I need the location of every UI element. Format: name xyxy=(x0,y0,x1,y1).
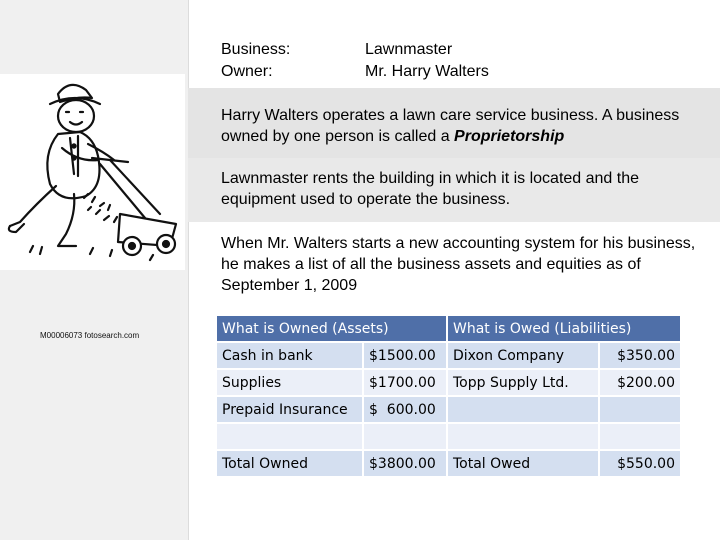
rental-paragraph: Lawnmaster rents the building in which it is located and the equipment used to operate the business. xyxy=(221,170,640,208)
liability-name xyxy=(448,424,598,449)
paragraph-text: Harry Walters operates a lawn care service business. A business owned by one person is called a xyxy=(221,107,680,145)
asset-value xyxy=(364,424,446,449)
total-owned-value: $3800.00 xyxy=(364,451,446,476)
assets-header: What is Owned (Assets) xyxy=(217,316,446,341)
liability-name xyxy=(448,397,598,422)
liability-value: $350.00 xyxy=(600,343,680,368)
asset-value: $1700.00 xyxy=(364,370,446,395)
asset-name: Cash in bank xyxy=(217,343,362,368)
business-name: Lawnmaster xyxy=(365,41,453,58)
assets-liabilities-table xyxy=(215,314,682,478)
table-row xyxy=(217,370,680,395)
business-label: Business: xyxy=(221,41,291,58)
asset-name: Prepaid Insurance xyxy=(217,397,362,422)
liability-value xyxy=(600,397,680,422)
liability-value: $200.00 xyxy=(600,370,680,395)
table-row xyxy=(217,424,680,449)
image-caption: M00006073 fotosearch.com xyxy=(40,331,140,340)
table-row xyxy=(217,343,680,368)
lawn-mower-illustration xyxy=(0,74,185,340)
liability-value xyxy=(600,424,680,449)
accounting-paragraph: When Mr. Walters starts a new accounting system for his business, he makes a list of all the business assets and equities as of September 1, 2009 xyxy=(221,235,696,294)
total-owed-label: Total Owed xyxy=(448,451,598,476)
liability-name: Topp Supply Ltd. xyxy=(448,370,598,395)
totals-row xyxy=(217,451,680,476)
liability-name: Dixon Company xyxy=(448,343,598,368)
asset-value: $1500.00 xyxy=(364,343,446,368)
asset-value: $ 600.00 xyxy=(364,397,446,422)
asset-name: Supplies xyxy=(217,370,362,395)
proprietorship-paragraph xyxy=(221,105,701,147)
owner-label: Owner: xyxy=(221,63,273,80)
asset-name xyxy=(217,424,362,449)
proprietorship-term: Proprietorship xyxy=(454,128,565,145)
liabilities-header: What is Owed (Liabilities) xyxy=(448,316,680,341)
table-header-row xyxy=(217,316,680,341)
table-row xyxy=(217,397,680,422)
total-owned-label: Total Owned xyxy=(217,451,362,476)
total-owed-value: $550.00 xyxy=(600,451,680,476)
man-mowing-lawn-icon xyxy=(0,74,185,270)
owner-name: Mr. Harry Walters xyxy=(365,63,489,80)
